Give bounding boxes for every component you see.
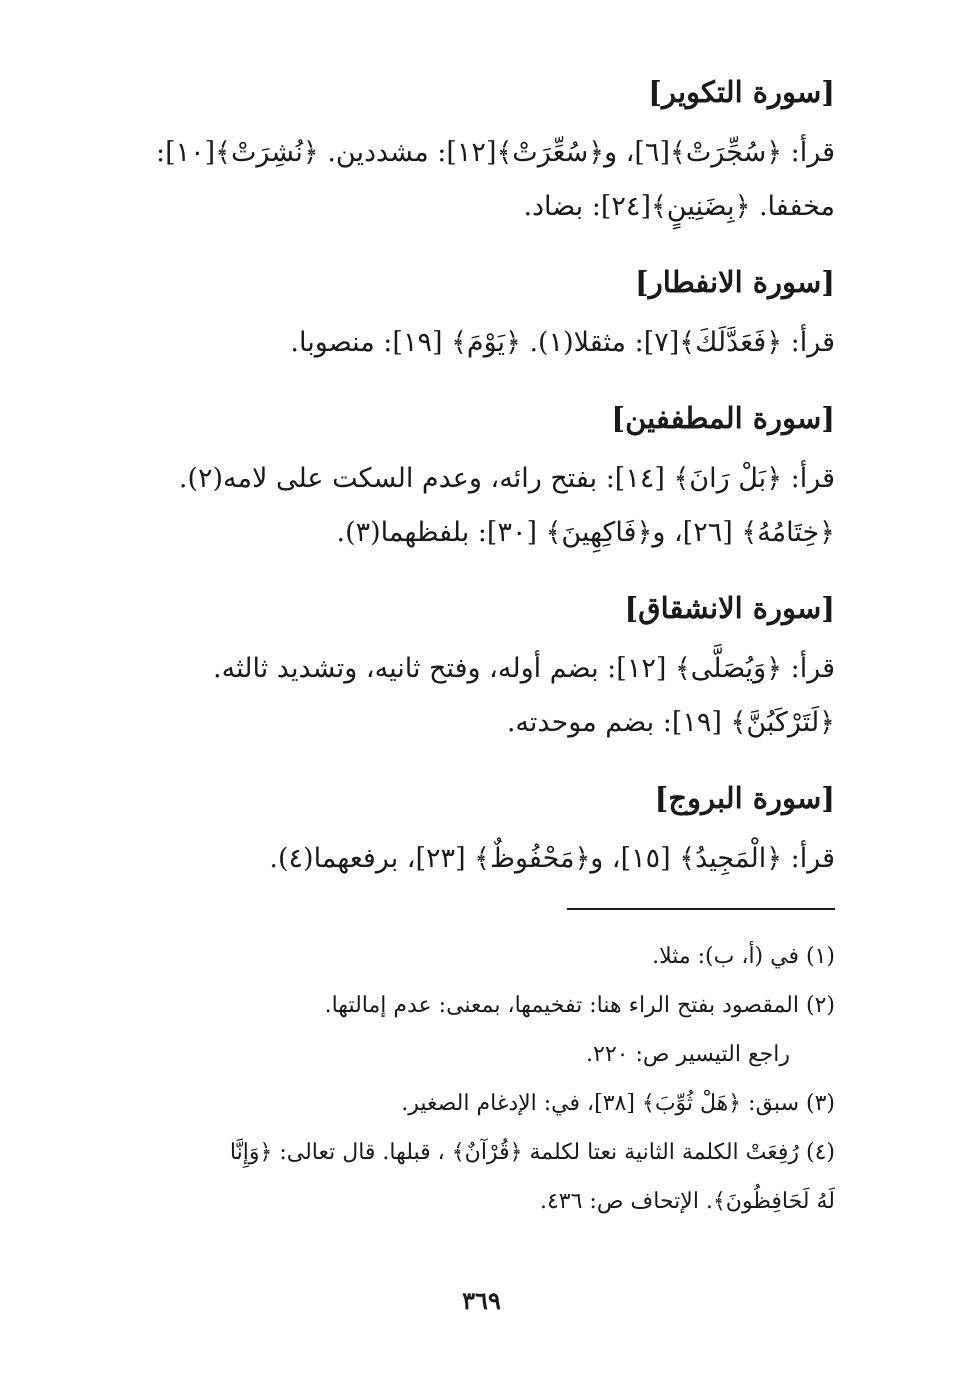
page-number: ٣٦٩ (462, 1286, 501, 1315)
section-mutaffifin (128, 392, 835, 560)
section-title: [سورة التكوير] (648, 75, 835, 109)
footnote-3: (٣) سبق: ﴿هَلْ ثُوِّبَ﴾ [٣٨]، في: الإدغام الصغير. (401, 1091, 835, 1116)
section-infitar (128, 256, 835, 370)
section-title: [سورة الانشقاق] (624, 591, 835, 625)
text-line: قرأ: ﴿وَيُصَلَّى﴾ [١٢]: بضم أوله، وفتح ثانيه، وتشديد ثالثه. (213, 653, 835, 684)
section-title: [سورة البروج] (654, 781, 835, 815)
text-line: قرأ: ﴿فَعَدَّلَكَ﴾[٧]: مثقلا(١). ﴿يَوْمَ﴾ [١٩]: منصوبا. (290, 327, 835, 358)
footnotes (128, 932, 835, 1226)
section-buruj (128, 772, 835, 886)
footnote-4: (٤) رُفِعَتْ الكلمة الثانية نعتا لكلمة ﴿قُرْآنٌ﴾ ، قبلها. قال تعالى: ﴿وَإِنَّا (229, 1140, 835, 1165)
text-line: ﴿لَتَرْكَبُنَّ﴾ [١٩]: بضم موحدته. (506, 707, 835, 738)
footnote-2-continued: راجع التيسير ص: ٢٢٠. (586, 1042, 790, 1067)
footnote-2: (٢) المقصود بفتح الراء هنا: تفخيمها، بمعنى: عدم إمالتها. (324, 993, 835, 1018)
text-line: قرأ: ﴿سُجِّرَتْ﴾[٦]، و﴿سُعِّرَتْ﴾[١٢]: مشددين. ﴿نُشِرَتْ﴾[١٠]: (155, 137, 835, 168)
text-line: قرأ: ﴿بَلْ رَانَ﴾ [١٤]: بفتح رائه، وعدم السكت على لامه(٢). (178, 463, 835, 494)
text-line: ﴿خِتَامُهُ﴾ [٢٦]، و﴿فَاكِهِينَ﴾ [٣٠]: بلفظهما(٣). (336, 517, 835, 548)
footnote-divider (567, 908, 835, 910)
section-takwir (128, 66, 835, 234)
section-inshiqaq (128, 582, 835, 750)
page-body (128, 66, 835, 1226)
section-title: [سورة المطففين] (611, 401, 835, 435)
text-line: مخففا. ﴿بِضَنِينٍ﴾[٢٤]: بضاد. (523, 191, 835, 222)
text-line: قرأ: ﴿الْمَجِيدُ﴾ [١٥]، و﴿مَحْفُوظٌ﴾ [٢٣]، برفعهما(٤). (269, 843, 835, 874)
section-title: [سورة الانفطار] (635, 265, 835, 299)
footnote-1: (١) في (أ، ب): مثلا. (652, 944, 835, 969)
footnote-4-continued: لَهُ لَحَافِظُونَ﴾. الإتحاف ص: ٤٣٦. (539, 1189, 835, 1214)
